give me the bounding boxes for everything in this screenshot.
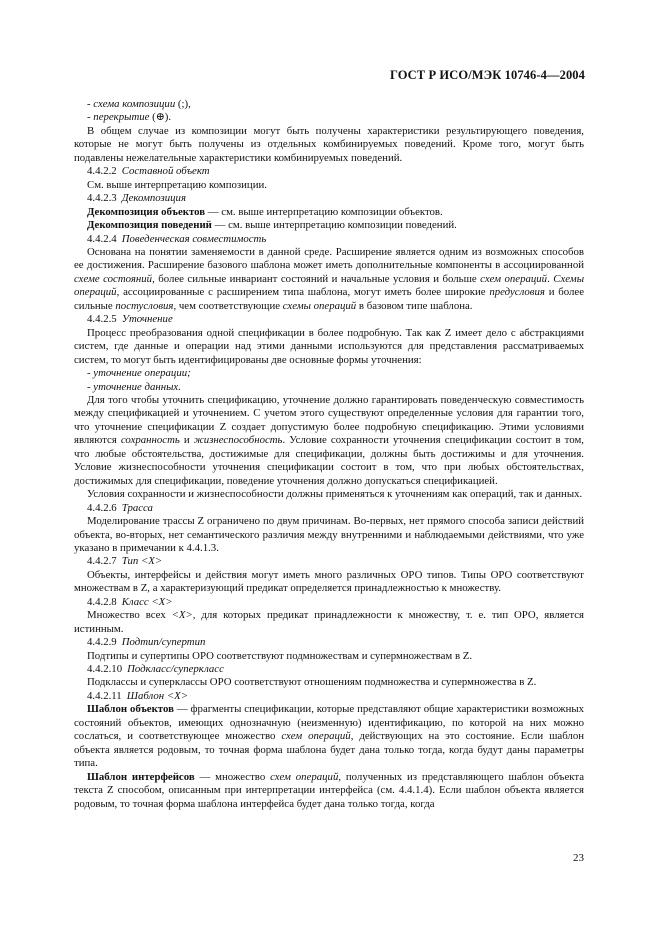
italic-term: - уточнение данных. bbox=[87, 380, 181, 393]
text-run: — см. выше интерпретацию композиции объектов. bbox=[205, 205, 443, 218]
section-title: Тип <X> bbox=[121, 555, 163, 568]
italic-term: схема композиции bbox=[93, 98, 176, 110]
text-run: Подтипы и супертипы ОРО соответствуют подмножествам и супермножествам в Z. bbox=[87, 649, 473, 662]
text-run: , действующих на это состояние. Если шаблон объекта является родовым, то точная форма шаблона будет дана только тогда, когда будут даны параметры типа. bbox=[74, 730, 584, 770]
paragraph bbox=[74, 394, 584, 488]
section-title: Класс <X> bbox=[121, 595, 173, 608]
section-title: Шаблон <X> bbox=[126, 689, 188, 702]
paragraph bbox=[74, 488, 584, 501]
paragraph bbox=[74, 676, 584, 689]
section-number: 4.4.2.6 bbox=[87, 501, 117, 514]
section-heading bbox=[74, 192, 584, 205]
text-run: и более сильные bbox=[74, 286, 584, 312]
text-run: В общем случае из композиции могут быть получены характеристики результирующего поведения, которые не могут быть получены из отдельных комбинируемых поведений. Кроме того, могут быть подавлены нежелательные характеристики комбинируемых поведений. bbox=[74, 124, 584, 164]
italic-term: схем операций bbox=[281, 730, 351, 743]
text-run: — см. выше интерпретацию композиции поведений. bbox=[211, 219, 457, 232]
italic-term: - уточнение операции; bbox=[87, 367, 191, 380]
text-run: Процесс преобразования одной спецификации в более подробную. Так как Z имеет дело с абстракциями систем, где данные и операции над этими данными используются для представления рассматриваемых систем, то могут быть идентифицированы две основные формы уточнения: bbox=[74, 326, 584, 366]
list-item bbox=[74, 98, 584, 111]
text-run: , полученных из представляющего шаблон объекта текста Z способом, описанным при интерпретации интерфейса (см. 4.4.1.4). Если шаблон объекта является родовым, то точная форма шаблона интерфейса будет дана только тогда, когда bbox=[74, 770, 584, 810]
text-run: , для которых предикат принадлежности к множеству, т. е. тип ОРО, является истинным. bbox=[74, 609, 584, 635]
section-number: 4.4.2.11 bbox=[87, 689, 122, 702]
italic-term: схем операций bbox=[270, 770, 339, 783]
section-number: 4.4.2.3 bbox=[87, 192, 117, 205]
paragraph bbox=[74, 703, 584, 770]
section-heading bbox=[74, 165, 584, 178]
paragraph bbox=[74, 569, 584, 596]
section-heading bbox=[74, 636, 584, 649]
paragraph bbox=[74, 246, 584, 313]
list-item bbox=[74, 381, 584, 394]
section-number: 4.4.2.7 bbox=[87, 555, 117, 568]
paragraph bbox=[74, 206, 584, 219]
section-heading bbox=[74, 233, 584, 246]
paragraph bbox=[74, 650, 584, 663]
section-number: 4.4.2.8 bbox=[87, 595, 117, 608]
section-heading bbox=[74, 313, 584, 326]
section-title: Декомпозиция bbox=[121, 192, 186, 205]
italic-term: перекрытие bbox=[93, 111, 150, 124]
paragraph bbox=[74, 515, 584, 555]
section-number: 4.4.2.10 bbox=[87, 663, 123, 676]
bold-term: Шаблон объектов bbox=[87, 703, 174, 716]
document-header: ГОСТ Р ИСО/МЭК 10746-4—2004 bbox=[389, 68, 585, 82]
bold-term: Декомпозиция объектов bbox=[87, 205, 206, 218]
section-title: Подкласс/суперкласс bbox=[127, 663, 224, 676]
italic-term: сохранность bbox=[120, 434, 180, 447]
text-run: , чем соответствующие bbox=[173, 299, 283, 312]
italic-term: жизнеспособность bbox=[193, 434, 283, 447]
text-run: — фрагменты спецификации, которые представляют общие характеристики возможных состояний объектов, имеющих однозначную (неизменную) идентификацию, по которой на них можно сослаться, и соответствующее множество bbox=[74, 703, 585, 743]
italic-term: Схемы операций bbox=[74, 272, 585, 299]
italic-term: постусловия bbox=[115, 299, 174, 312]
section-title: Уточнение bbox=[121, 313, 173, 326]
text-run: Множество всех bbox=[87, 609, 172, 622]
section-heading bbox=[74, 555, 584, 568]
italic-term: схем операций bbox=[480, 272, 548, 285]
section-heading bbox=[74, 596, 584, 609]
text-run: - bbox=[87, 98, 94, 110]
section-title: Составной объект bbox=[121, 165, 210, 178]
section-title: Подтип/супертип bbox=[121, 636, 206, 649]
section-number: 4.4.2.2 bbox=[87, 165, 117, 178]
paragraph bbox=[74, 179, 584, 192]
section-number: 4.4.2.5 bbox=[87, 313, 117, 326]
italic-term: предусловия bbox=[489, 286, 545, 299]
text-run: Условия сохранности и жизнеспособности должны применяться к уточнениям как операций, так и данных. bbox=[87, 488, 583, 501]
paragraph bbox=[74, 125, 584, 165]
text-run: См. выше интерпретацию композиции. bbox=[87, 178, 267, 191]
section-heading bbox=[74, 663, 584, 676]
paragraph bbox=[74, 327, 584, 367]
bold-term: Декомпозиция поведений bbox=[87, 219, 212, 232]
section-title: Трасса bbox=[121, 501, 153, 514]
section-heading bbox=[74, 502, 584, 515]
paragraph bbox=[74, 771, 584, 811]
text-run: , ассоциированные с расширением типа шаблона, могут иметь более широкие bbox=[116, 286, 490, 299]
paragraph bbox=[74, 219, 584, 232]
paragraph bbox=[74, 609, 584, 636]
text-run: . Условие сохранности уточнения спецификации состоит в том, что любые обстоятельства, достижимые для спецификации, должны быть достижимы и для уточнения. Условие жизнеспособности уточнения спецификации состоит в том, что при любых обстоятельствах, достижимых для спецификации, поведение уточнения должно допускаться спецификацией. bbox=[74, 434, 584, 487]
text-run: Моделирование трассы Z ограничено по двум причинам. Во-первых, нет прямого способа записи действий объекта, во-вторых, нет семантического различия между внутренними и наблюдаемыми действиями, что уже указано в примечании к 4.4.1.3. bbox=[74, 515, 584, 554]
section-number: 4.4.2.4 bbox=[87, 232, 117, 245]
italic-term: <X> bbox=[171, 609, 193, 622]
list-item bbox=[74, 367, 584, 380]
page-number: 23 bbox=[573, 852, 584, 864]
italic-term: схемы операций bbox=[282, 299, 357, 312]
text-run: (;), bbox=[175, 98, 191, 110]
text-run: . bbox=[547, 272, 554, 285]
text-run: (⊕). bbox=[149, 111, 172, 124]
text-run: , более сильные инвариант состояний и начальные условия и больше bbox=[152, 272, 481, 285]
text-run: Основана на понятии заменяемости в данной среде. Расширение является одним из возможных способов ее достижения. Расширение базового шаблона может иметь дополнительные компоненты в ассоциированной bbox=[74, 245, 584, 272]
text-run: — множество bbox=[194, 770, 271, 783]
text-run: в базовом типе шаблона. bbox=[356, 299, 473, 312]
section-number: 4.4.2.9 bbox=[87, 636, 117, 649]
text-run: Для того чтобы уточнить спецификацию, уточнение должно гарантировать поведенческую совместимость между спецификацией и уточнением. С учетом этого существуют определенные условия для гарантии того, что уточнение спецификации Z создает допустимую более подробную спецификацию. Этими условиями являются bbox=[74, 393, 584, 447]
italic-term: схеме состояний bbox=[74, 272, 153, 285]
list-item bbox=[74, 111, 584, 124]
text-run: Объекты, интерфейсы и действия могут иметь много различных ОРО типов. Типы ОРО соответствуют множествам в Z, а характеризующий предикат определяется принадлежностью к множеству. bbox=[74, 568, 584, 595]
page-body bbox=[74, 98, 584, 811]
section-heading bbox=[74, 690, 584, 703]
bold-term: Шаблон интерфейсов bbox=[87, 770, 195, 783]
text-run: - bbox=[87, 111, 94, 124]
section-title: Поведенческая совместимость bbox=[121, 232, 267, 245]
text-run: Подклассы и суперклассы ОРО соответствуют отношениям подмножества и супермножества в Z. bbox=[87, 676, 537, 689]
text-run: и bbox=[179, 434, 194, 447]
